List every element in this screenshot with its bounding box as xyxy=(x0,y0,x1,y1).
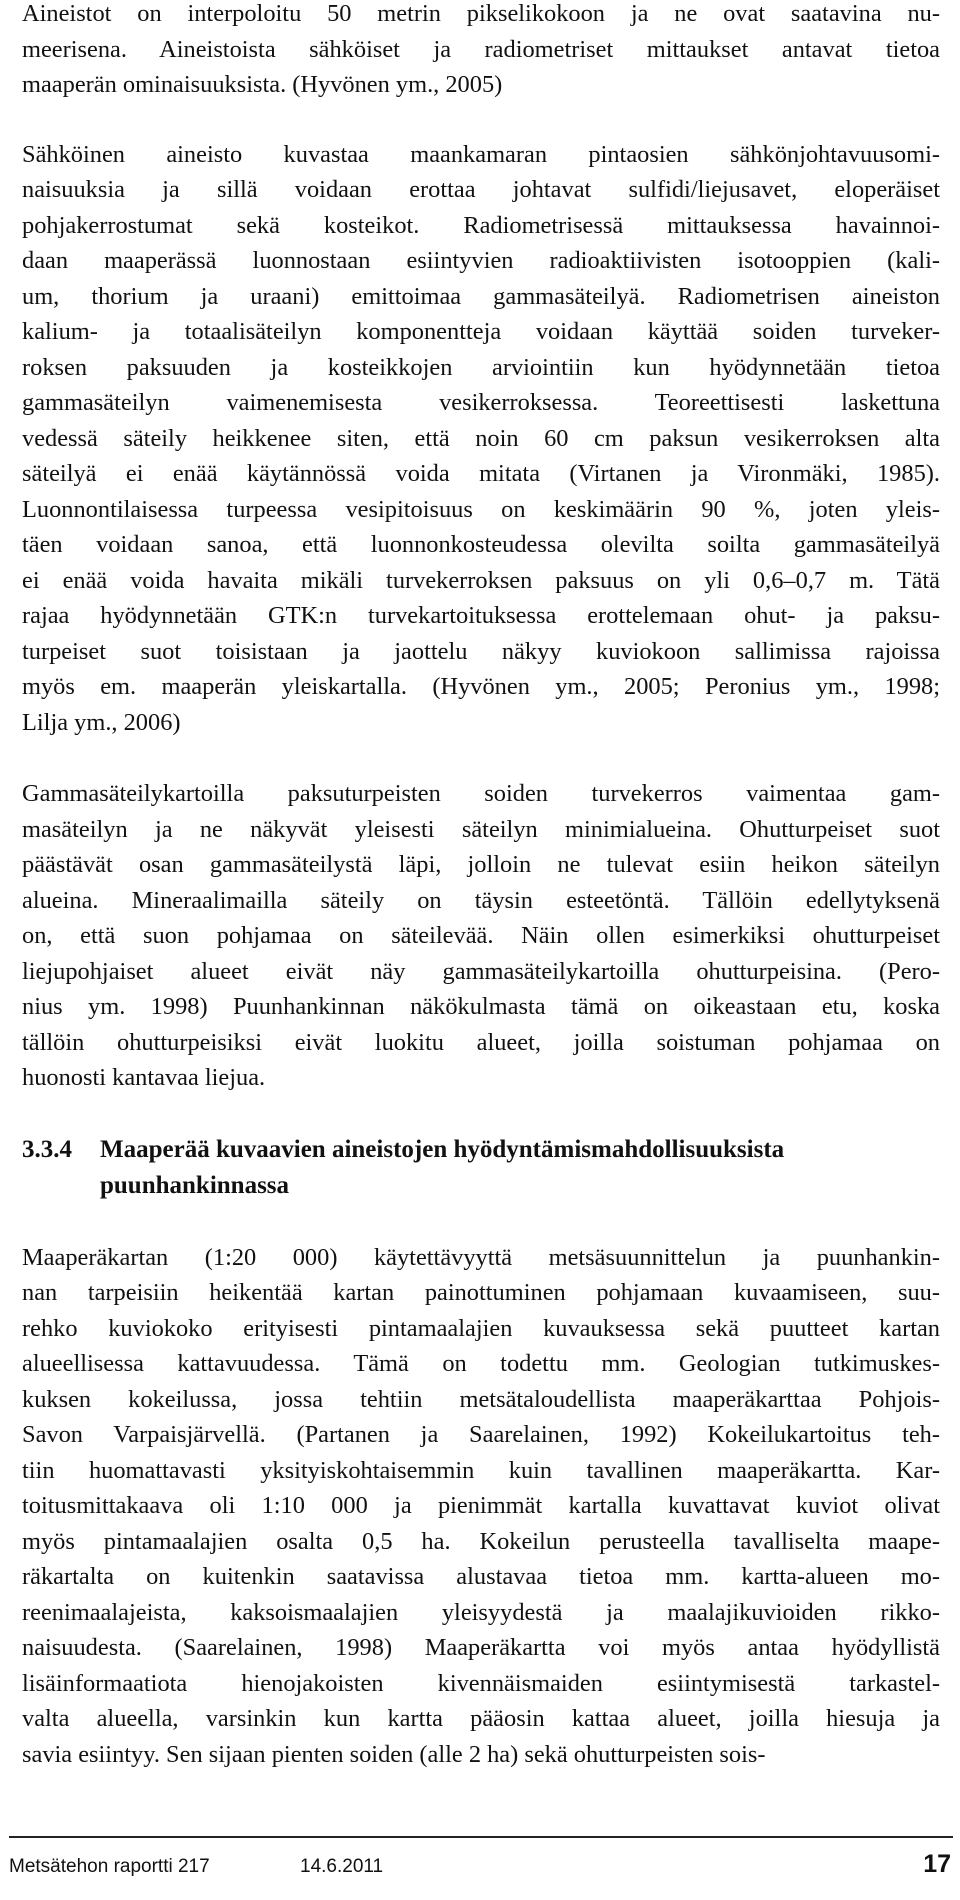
text-line: lisäinformaatiota hienojakoisten kivennäismaiden esiintymisestä tarkastel- xyxy=(22,1669,940,1697)
text-line: tiin huomattavasti yksityiskohtaisemmin kuin tavallinen maaperäkartta. Kar- xyxy=(22,1456,940,1484)
text-line: räkartalta on kuitenkin saatavissa alustavaa tietoa mm. kartta-alueen mo- xyxy=(22,1563,940,1590)
footer-date: 14.6.2011 xyxy=(300,1856,384,1877)
text-line: Gammasäteilykartoilla paksuturpeisten soiden turvekerros vaimentaa gam- xyxy=(22,780,940,807)
text-line: meerisena. Aineistoista sähköiset ja radiometriset mittaukset antavat tietoa xyxy=(22,35,940,63)
text-line: tällöin ohutturpeisiksi eivät luokitu alueet, joilla soistuman pohjamaa on xyxy=(22,1028,940,1056)
text-line: vedessä säteily heikkenee siten, että noin 60 cm paksun vesikerroksen alta xyxy=(22,424,940,452)
paragraph-intro xyxy=(22,0,940,103)
text-line: reenimaalajeista, kaksoismaalajien yleisyydestä ja maalajikuvioiden rikko- xyxy=(22,1598,940,1626)
document-page xyxy=(22,0,940,1772)
text-line: myös em. maaperän yleiskartalla. (Hyvönen ym., 2005; Peronius ym., 1998; xyxy=(22,673,940,700)
text-line: gammasäteilyn vaimenemisesta vesikerroksessa. Teoreettisesti laskettuna xyxy=(22,389,940,416)
text-line: rajaa hyödynnetään GTK:n turvekartoituksessa erottelemaan ohut- ja paksu- xyxy=(22,602,940,629)
text-line: säteilyä ei enää käytännössä voida mitata (Virtanen ja Vironmäki, 1985). xyxy=(22,460,940,487)
footer-divider xyxy=(9,1836,953,1838)
text-line: on, että suon pohjamaa on säteilevää. Näin ollen esimerkiksi ohutturpeiset xyxy=(22,922,940,949)
text-line: turpeiset suot toisistaan ja jaottelu näkyy kuviokoon sallimissa rajoissa xyxy=(22,637,940,665)
section-number: 3.3.4 xyxy=(22,1135,72,1163)
text-line: täen voidaan sanoa, että luonnonkosteudessa olevilta soilta gammasäteilyä xyxy=(22,531,940,558)
text-line: nius ym. 1998) Puunhankinnan näkökulmasta tämä on oikeastaan etu, koska xyxy=(22,993,940,1020)
text-line: roksen paksuuden ja kosteikkojen arviointiin kun hyödynnetään tietoa xyxy=(22,353,940,381)
text-line: kalium- ja totaalisäteilyn komponentteja voidaan käyttää soiden turveker- xyxy=(22,318,940,345)
paragraph-gap xyxy=(22,1204,940,1240)
text-line: ei enää voida havaita mikäli turvekerroksen paksuus on yli 0,6–0,7 m. Tätä xyxy=(22,566,940,594)
text-line: toitusmittakaava oli 1:10 000 ja pienimmät kartalla kuvattavat kuviot olivat xyxy=(22,1492,940,1519)
text-line: päästävät osan gammasäteilystä läpi, jolloin ne tulevat esiin heikon säteilyn xyxy=(22,851,940,878)
paragraph-soil-map-usability xyxy=(22,1240,940,1773)
paragraph-gap xyxy=(22,103,940,137)
text-line: masäteilyn ja ne näkyvät yleisesti säteilyn minimialueina. Ohutturpeiset suot xyxy=(22,815,940,843)
text-line: Sähköinen aineisto kuvastaa maankamaran pintaosien sähkönjohtavuusomi- xyxy=(22,140,940,168)
section-title-line2: puunhankinnassa xyxy=(100,1171,290,1199)
text-line: alueina. Mineraalimailla säteily on täysin esteetöntä. Tällöin edellytyksenä xyxy=(22,886,940,914)
text-line: huonosti kantavaa liejua. xyxy=(22,1064,266,1091)
text-line: valta alueella, varsinkin kun kartta pääosin kattaa alueet, joilla hiesuja ja xyxy=(22,1705,940,1732)
footer-page-number: 17 xyxy=(923,1850,951,1878)
text-line: maaperän ominaisuuksista. (Hyvönen ym., 2005) xyxy=(22,71,503,98)
section-title-line1: Maaperää kuvaavien aineistojen hyödyntämismahdollisuuksista xyxy=(100,1135,785,1163)
text-line: daan maaperässä luonnostaan esiintyvien radioaktiivisten isotooppien (kali- xyxy=(22,247,940,274)
text-line: naisuudesta. (Saarelainen, 1998) Maaperäkartta voi myös antaa hyödyllistä xyxy=(22,1634,940,1661)
text-line: naisuuksia ja sillä voidaan erottaa johtavat sulfidi/liejusavet, eloperäiset xyxy=(22,176,940,203)
text-line: um, thorium ja uraani) emittoimaa gammasäteilyä. Radiometrisen aineiston xyxy=(22,282,940,310)
paragraph-gamma-maps xyxy=(22,776,940,1096)
page-footer xyxy=(0,1836,960,1896)
text-line: myös pintamaalajien osalta 0,5 ha. Kokeilun perusteella tavalliselta maape- xyxy=(22,1527,940,1555)
text-line: liejupohjaiset alueet eivät näy gammasäteilykartoilla ohutturpeisina. (Pero- xyxy=(22,957,940,985)
text-line: pohjakerrostumat sekä kosteikot. Radiometrisessä mittauksessa havainnoi- xyxy=(22,211,940,239)
text-line: nan tarpeisiin heikentää kartan painottuminen pohjamaan kuvaamiseen, suu- xyxy=(22,1279,940,1306)
text-line: Lilja ym., 2006) xyxy=(22,708,181,736)
text-line: alueellisessa kattavuudessa. Tämä on todettu mm. Geologian tutkimuskes- xyxy=(22,1350,940,1377)
paragraph-electrical-radiometric xyxy=(22,137,940,741)
text-line: kuksen kokeilussa, jossa tehtiin metsätaloudellista maaperäkarttaa Pohjois- xyxy=(22,1385,940,1413)
paragraph-gap xyxy=(22,740,940,776)
text-line: rehko kuviokoko erityisesti pintamaalajien kuvauksessa sekä puutteet kartan xyxy=(22,1314,940,1342)
paragraph-gap xyxy=(22,1096,940,1132)
footer-publication: Metsätehon raportti 217 xyxy=(9,1856,210,1877)
text-line: Aineistot on interpoloitu 50 metrin pikselikokoon ja ne ovat saatavina nu- xyxy=(22,0,940,27)
text-line: savia esiintyy. Sen sijaan pienten soiden (alle 2 ha) sekä ohutturpeisten sois- xyxy=(22,1740,766,1768)
section-heading xyxy=(22,1132,940,1204)
text-line: Maaperäkartan (1:20 000) käytettävyyttä metsäsuunnittelun ja puunhankin- xyxy=(22,1243,940,1271)
text-line: Luonnontilaisessa turpeessa vesipitoisuus on keskimäärin 90 %, joten yleis- xyxy=(22,495,940,523)
text-line: Savon Varpaisjärvellä. (Partanen ja Saarelainen, 1992) Kokeilukartoitus teh- xyxy=(22,1421,940,1448)
